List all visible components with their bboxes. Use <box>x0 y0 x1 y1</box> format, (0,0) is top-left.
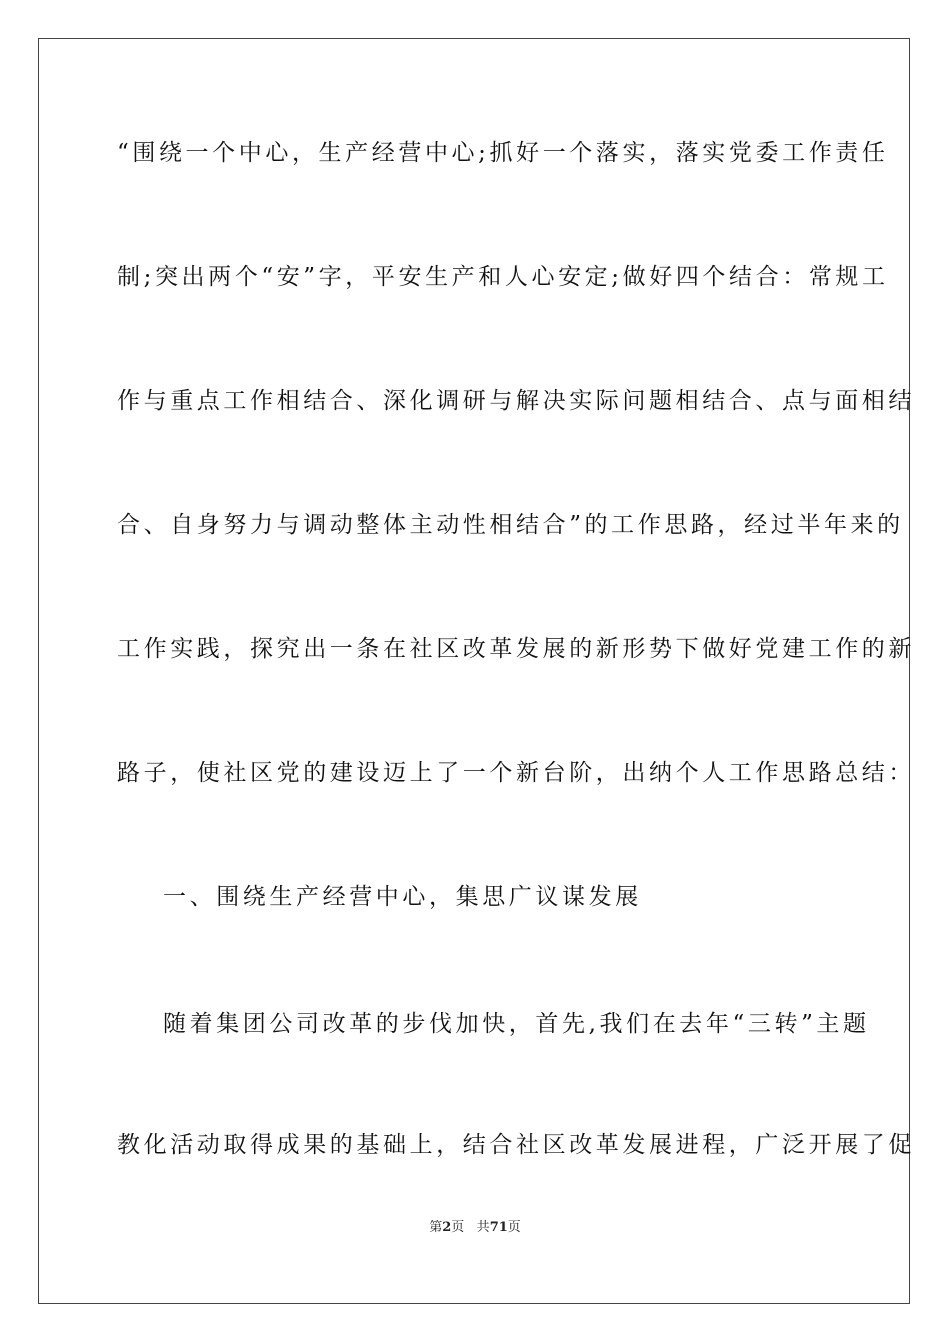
body-text-line: 随着集团公司改革的步伐加快，首先,我们在去年“三转”主题 <box>163 1011 870 1037</box>
page-number: 2 <box>442 1220 452 1235</box>
section-heading: 一、围绕生产经营中心，集思广议谋发展 <box>163 884 642 910</box>
body-text-line: 作与重点工作相结合、深化调研与解决实际问题相结合、点与面相结 <box>117 388 915 414</box>
body-text-line: 制;突出两个“安”字，平安生产和人心安定;做好四个结合：常规工 <box>117 264 889 290</box>
body-text-line: 合、自身努力与调动整体主动性相结合”的工作思路，经过半年来的 <box>117 512 904 538</box>
page-prefix: 第 <box>429 1220 443 1235</box>
body-text-line: 路子，使社区党的建设迈上了一个新台阶，出纳个人工作思路总结： <box>117 760 915 786</box>
body-text-line: “围绕一个中心，生产经营中心;抓好一个落实，落实党委工作责任 <box>117 140 889 166</box>
body-text-line: 教化活动取得成果的基础上，结合社区改革发展进程，广泛开展了促 <box>117 1132 915 1158</box>
total-pages: 71 <box>489 1220 508 1235</box>
total-suffix: 页 <box>507 1220 521 1235</box>
page-suffix: 页 <box>451 1220 465 1235</box>
page-footer <box>0 1219 950 1237</box>
body-text-line: 工作实践，探究出一条在社区改革发展的新形势下做好党建工作的新 <box>117 636 915 662</box>
total-prefix: 共 <box>476 1220 490 1235</box>
page-frame <box>38 38 915 1304</box>
